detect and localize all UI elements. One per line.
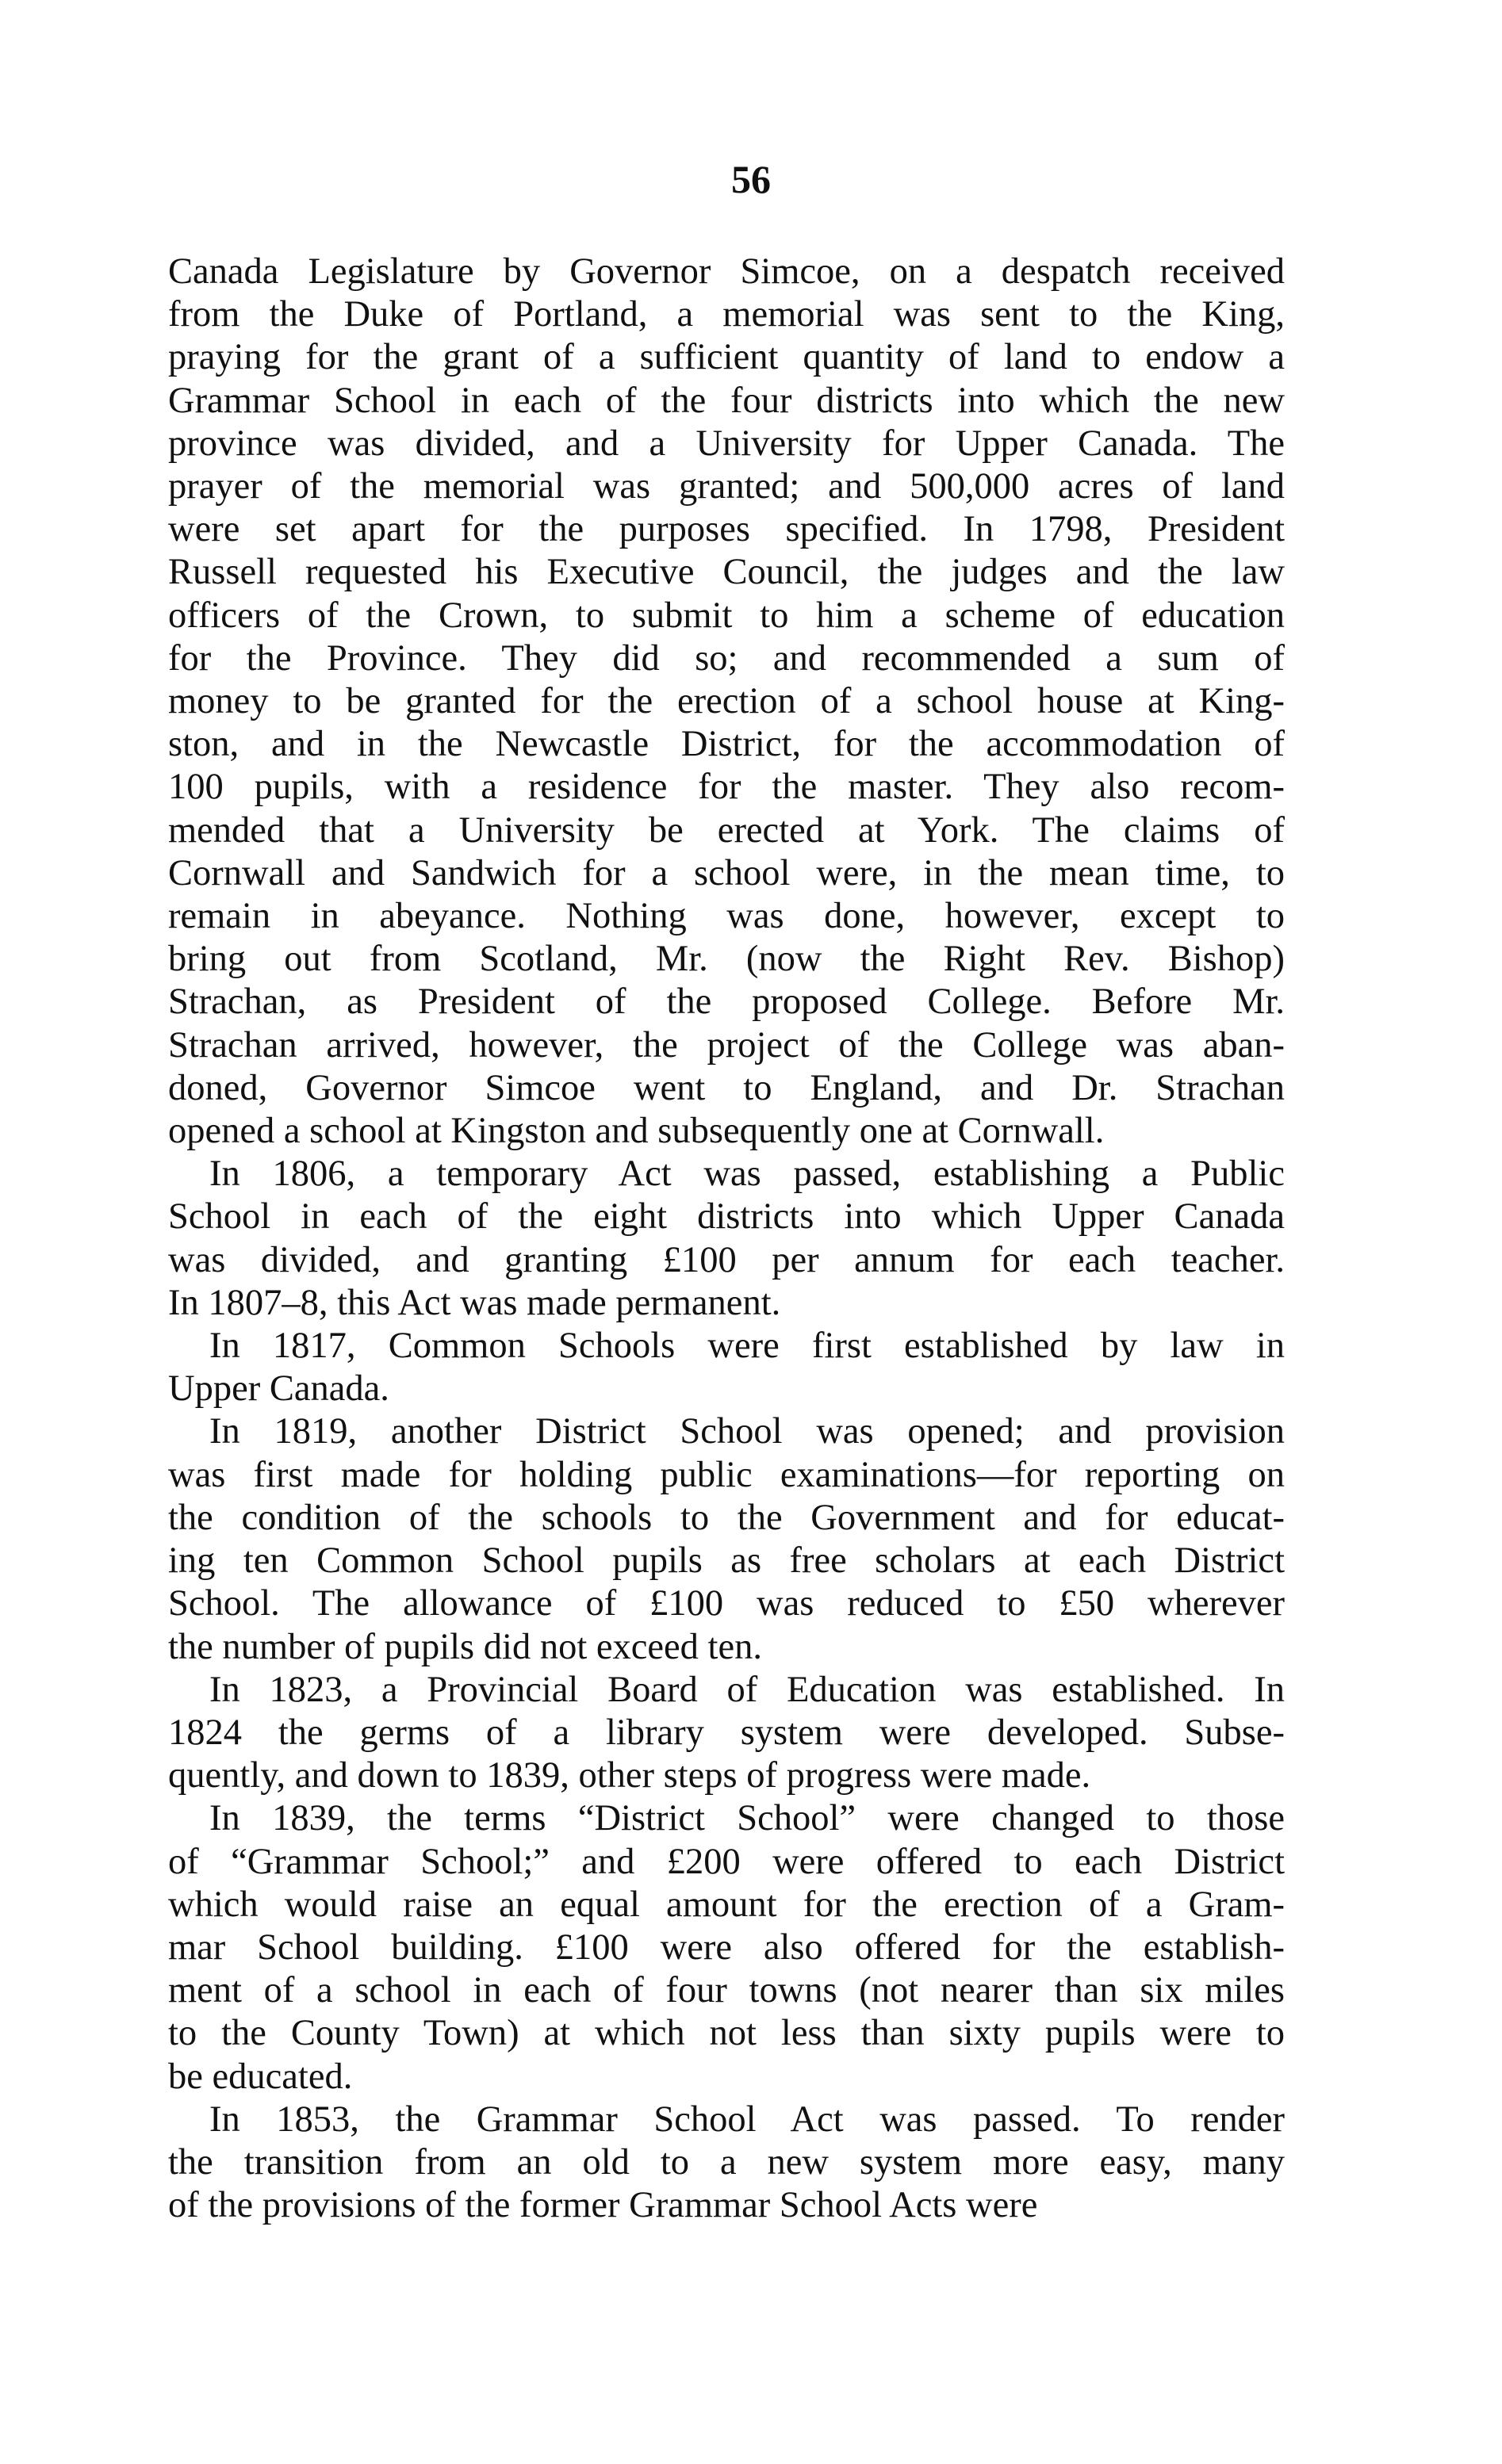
text-line: the condition of the schools to the Government and for educat- [168, 1497, 1285, 1538]
paragraph-p4 [168, 1410, 1285, 1668]
paragraph-p6 [168, 1797, 1285, 2098]
text-line: opened a school at Kingston and subsequently one at Cornwall. [168, 1111, 1105, 1152]
text-line: were set apart for the purposes specified. In 1798, President [168, 509, 1285, 550]
text-line: In 1819, another District School was opened; and provision [209, 1411, 1285, 1452]
text-line: the transition from an old to a new system more easy, many [168, 2141, 1285, 2183]
page-number: 56 [731, 157, 771, 201]
text-line: In 1806, a temporary Act was passed, establishing a Public [209, 1154, 1285, 1195]
text-line: be educated. [168, 2056, 353, 2097]
text-line: quently, and down to 1839, other steps of progress were made. [168, 1755, 1091, 1796]
text-line: Strachan arrived, however, the project of the College was aban- [168, 1024, 1285, 1066]
text-line: doned, Governor Simcoe went to England, and Dr. Strachan [168, 1067, 1285, 1108]
text-line: In 1807–8, this Act was made permanent. [168, 1282, 781, 1323]
text-line: School in each of the eight districts into which Upper Canada [168, 1196, 1285, 1238]
text-line: was divided, and granting £100 per annum for each teacher. [168, 1239, 1285, 1280]
text-line: praying for the grant of a sufficient quantity of land to endow a [168, 337, 1285, 378]
text-line: In 1853, the Grammar School Act was passed. To render [209, 2099, 1285, 2140]
body-text [168, 251, 1285, 2227]
text-line: officers of the Crown, to submit to him a scheme of education [168, 595, 1285, 636]
text-line: Strachan, as President of the proposed College. Before Mr. [168, 981, 1285, 1023]
text-line: from the Duke of Portland, a memorial was sent to the King, [168, 294, 1285, 335]
text-line: which would raise an equal amount for the erection of a Gram- [168, 1884, 1285, 1925]
text-line: 1824 the germs of a library system were developed. Subse- [168, 1712, 1285, 1753]
paragraph-p7 [168, 2099, 1285, 2228]
text-line: remain in abeyance. Nothing was done, however, except to [168, 896, 1285, 937]
text-line: of the provisions of the former Grammar School Acts were [168, 2185, 1038, 2226]
text-line: the number of pupils did not exceed ten. [168, 1626, 762, 1667]
text-line: mar School building. £100 were also offered for the establish- [168, 1926, 1285, 1968]
text-line: Upper Canada. [168, 1368, 389, 1410]
text-line: was first made for holding public examinations—for reporting on [168, 1454, 1285, 1495]
paragraph-p1 [168, 251, 1285, 1153]
text-line: In 1823, a Provincial Board of Education was established. In [209, 1669, 1285, 1710]
paragraph-p5 [168, 1669, 1285, 1798]
text-line: School. The allowance of £100 was reduced to £50 wherever [168, 1583, 1285, 1624]
text-line: In 1839, the terms “District School” were changed to those [209, 1798, 1285, 1839]
text-line: Grammar School in each of the four districts into which the new [168, 380, 1285, 421]
text-line: prayer of the memorial was granted; and 500,000 acres of land [168, 466, 1285, 507]
text-line: province was divided, and a University for Upper Canada. The [168, 423, 1285, 464]
text-line: Cornwall and Sandwich for a school were, in the mean time, to [168, 852, 1285, 893]
text-line: mended that a University be erected at York. The claims of [168, 809, 1285, 851]
text-line: ment of a school in each of four towns (not nearer than six miles [168, 1970, 1285, 2011]
text-line: In 1817, Common Schools were first established by law in [209, 1326, 1285, 1367]
text-line: of “Grammar School;” and £200 were offered to each District [168, 1841, 1285, 1882]
text-line: to the County Town) at which not less than sixty pupils were to [168, 2013, 1285, 2054]
paragraph-p2 [168, 1153, 1285, 1325]
text-line: 100 pupils, with a residence for the master. They also recom- [168, 767, 1285, 808]
paragraph-p3 [168, 1325, 1285, 1410]
text-line: ston, and in the Newcastle District, for the accommodation of [168, 724, 1285, 765]
text-line: for the Province. They did so; and recommended a sum of [168, 637, 1285, 679]
text-line: money to be granted for the erection of a school house at King- [168, 681, 1285, 722]
text-line: Russell requested his Executive Council, the judges and the law [168, 552, 1285, 593]
text-line: ing ten Common School pupils as free scholars at each District [168, 1540, 1285, 1582]
text-line: bring out from Scotland, Mr. (now the Right Rev. Bishop) [168, 939, 1285, 980]
text-line: Canada Legislature by Governor Simcoe, on a despatch received [168, 251, 1285, 292]
